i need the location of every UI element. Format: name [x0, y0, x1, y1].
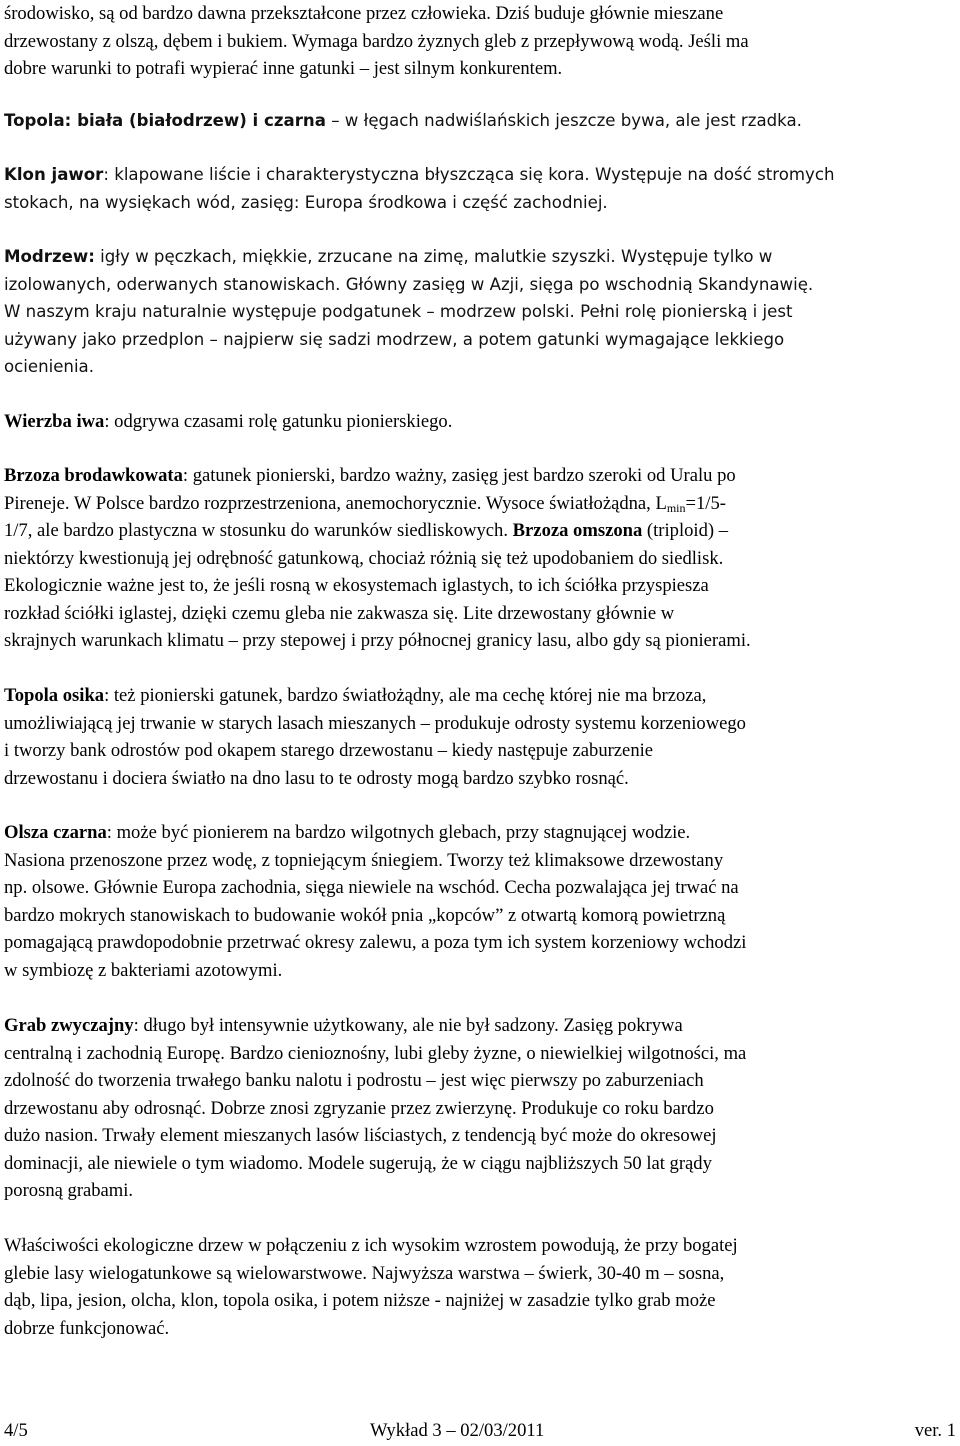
paragraph-wierzba: [4, 408, 956, 436]
text-line: : gatunek pionierski, bardzo ważny, zasięg jest bardzo szeroki od Uralu po: [182, 465, 736, 486]
text-line: : też pionierski gatunek, bardzo światłożądny, ale ma cechę której nie ma brzoza,: [104, 685, 707, 706]
text-line: Ekologicznie ważne jest to, że jeśli rosną w ekosystemach iglastych, to ich ściółka przyspiesza: [4, 575, 709, 596]
text-line: drzewostanu aby odrosnąć. Dobrze znosi zgryzanie przez zwierzynę. Produkuje co roku bardzo: [4, 1097, 714, 1119]
text-line: igły w pęczkach, miękkie, zrzucane na zimę, malutkie szyszki. Występuje tylko w: [94, 247, 773, 266]
text-line: W naszym kraju naturalnie występuje podgatunek – modrzew polski. Pełni rolę pionierską i jest: [4, 302, 793, 321]
text-line: drzewostanu i dociera światło na dno lasu to te odrosty mogą bardzo szybko rosnąć.: [4, 767, 629, 789]
term-grab-zwyczajny: Grab zwyczajny: [4, 1015, 134, 1036]
text-line: izolowanych, oderwanych stanowiskach. Główny zasięg w Azji, sięga po wschodnią Skandynawię.: [4, 274, 814, 294]
term-topola: Topola: biała (białodrzew) i czarna: [4, 111, 326, 130]
text-line: środowisko, są od bardzo dawna przekształcone przez człowieka. Dziś buduje głównie mieszane: [4, 3, 724, 24]
text-line: dąb, lipa, jesion, olcha, klon, topola osika, i potem niższe - najniżej w zasadzie tylko grab może: [4, 1290, 716, 1311]
term-klon: Klon jawor: [4, 165, 104, 184]
text-line: 1/7, ale bardzo plastyczna w stosunku do warunków siedliskowych.: [4, 520, 513, 541]
text-line: : klapowane liście i charakterystyczna błyszcząca się kora. Występuje na dość stromych: [103, 165, 835, 184]
subscript-min: min: [666, 500, 686, 515]
text-line: : może być pionierem na bardzo wilgotnych glebach, przy stagnującej wodzie.: [106, 822, 691, 843]
term-wierzba: Wierzba iwa: [4, 411, 105, 432]
text-line: skrajnych warunkach klimatu – przy stepowej i przy północnej granicy lasu, albo gdy są pionierami.: [4, 630, 751, 651]
text-line: bardzo mokrych stanowiskach to budowanie wokół pnia „kopców” z otwartą komorą powietrzną: [4, 904, 726, 926]
term-olsza-czarna: Olsza czarna: [4, 822, 107, 843]
page-number: 4/5: [4, 1420, 28, 1441]
term-brzoza-omszona: Brzoza omszona: [512, 520, 643, 541]
text-line: : odgrywa czasami rolę gatunku pionierskiego.: [104, 411, 453, 432]
text-line: =1/5-: [685, 492, 726, 514]
paragraph-grab: [4, 1012, 956, 1205]
text-line: ocienienia.: [4, 357, 95, 376]
text-line: glebie lasy wielogatunkowe są wielowarstwowe. Najwyższa warstwa – świerk, 30-40 m – sosna,: [4, 1262, 725, 1284]
lecture-label: Wykład 3 – 02/03/2011: [370, 1420, 545, 1441]
text-line: zdolność do tworzenia trwałego banku nalotu i podrostu – jest więc pierwszy po zaburzeniach: [4, 1070, 704, 1091]
paragraph-brzoza: [4, 462, 956, 655]
text-line: dobre warunki to potrafi wypierać inne gatunki – jest silnym konkurentem.: [4, 58, 563, 79]
text-line: centralną i zachodnią Europę. Bardzo cienioznośny, lubi gleby żyzne, o niewielkiej wilgotności, ma: [4, 1042, 747, 1064]
text-line: Właściwości ekologiczne drzew w połączeniu z ich wysokim wzrostem powodują, że przy bogatej: [4, 1235, 738, 1256]
text-line: porosną grabami.: [4, 1180, 134, 1201]
text-line: Nasiona przenoszone przez wodę, z topniejącym śniegiem. Tworzy też klimaksowe drzewostany: [4, 849, 724, 871]
text-line: Pireneje. W Polsce bardzo rozprzestrzeniona, anemochorycznie. Wysoce światłożądna, L: [4, 492, 667, 514]
text-line: rozkład ściółki iglastej, dzięki czemu gleba nie zakwasza się. Lite drzewostany głównie w: [4, 602, 675, 624]
text-line: stokach, na wysiękach wód, zasięg: Europa środkowa i część zachodniej.: [4, 192, 608, 212]
text-line: dużo nasion. Trwały element mieszanych lasów liściastych, z tendencją być może do okresowej: [4, 1125, 717, 1146]
version-label: ver. 1: [914, 1420, 956, 1441]
term-topola-osika: Topola osika: [4, 685, 105, 706]
text-line: w symbiozę z bakteriami azotowymi.: [4, 959, 283, 981]
paragraph-wlasciwosci: [4, 1232, 956, 1342]
paragraph-topola: [4, 107, 956, 135]
text-line: (triploid) –: [642, 520, 729, 541]
text-line: umożliwiającą jej trwanie w starych lasach mieszanych – produkuje odrosty systemu korzeniowego: [4, 712, 746, 734]
paragraph-osika: [4, 682, 956, 792]
text-line: np. olsowe. Głównie Europa zachodnia, sięga niewiele na wschód. Cecha pozwalająca jej trwać na: [4, 877, 739, 898]
term-brzoza-brodawkowata: Brzoza brodawkowata: [4, 465, 183, 486]
text-line: dobrze funkcjonować.: [4, 1317, 170, 1339]
text-line: : długo był intensywnie użytkowany, ale nie był sadzony. Zasięg pokrywa: [133, 1015, 683, 1036]
paragraph-klon: [4, 161, 956, 216]
paragraph-olsza: [4, 819, 956, 984]
text-line: i tworzy bank odrostów pod okapem starego drzewostanu – kiedy następuje zaburzenie: [4, 740, 654, 761]
text-line: drzewostany z olszą, dębem i bukiem. Wymaga bardzo żyznych gleb z przepływową wodą. Jeśli ma: [4, 30, 749, 52]
text-line: dominacji, ale niewiele o tym wiadomo. Modele sugerują, że w ciągu najbliższych 50 lat grądy: [4, 1152, 712, 1174]
term-modrzew: Modrzew:: [4, 247, 95, 266]
paragraph-modrzew: [4, 243, 956, 381]
text-line: używany jako przedplon – najpierw się sadzi modrzew, a potem gatunki wymagające lekkiego: [4, 329, 785, 349]
text-line: – w łęgach nadwiślańskich jeszcze bywa, ale jest rzadka.: [325, 111, 802, 130]
text-line: pomagającą prawdopodobnie przetrwać okresy zalewu, a poza tym ich system korzeniowy wchodzi: [4, 932, 747, 953]
paragraph-intro: [4, 0, 956, 83]
text-line: niektórzy kwestionują jej odrębność gatunkową, chociaż różnią się też upodobaniem do siedlisk.: [4, 547, 724, 569]
